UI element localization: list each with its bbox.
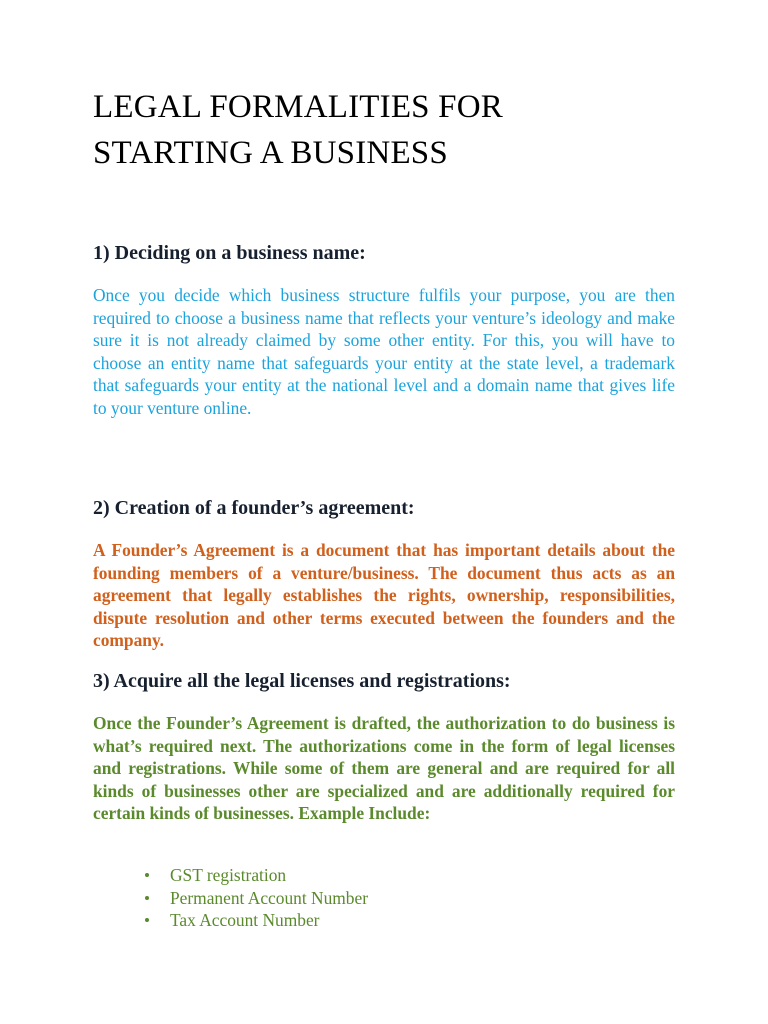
title-line-2: STARTING A BUSINESS xyxy=(93,135,448,171)
section-3-paragraph: Once the Founder’s Agreement is drafted, the authorization to do business is what’s required next. The authorizations come in the form of legal licenses and registrations. While some of them are general and are required for all kinds of businesses other are specialized and are additionally required for certain kinds of businesses. Example Include: xyxy=(93,713,675,823)
list-item xyxy=(145,909,368,932)
bullet-icon xyxy=(145,918,149,922)
list-item-text: Tax Account Number xyxy=(170,910,320,930)
license-list xyxy=(145,864,368,932)
bullet-icon xyxy=(145,896,149,900)
list-item xyxy=(145,887,368,910)
section-1-paragraph: Once you decide which business structure fulfils your purpose, you are then required to choose a business name that reflects your venture’s ideology and make sure it is not already claimed by some other entity. For this, you will have to choose an entity name that safeguards your entity at the state level, a trademark that safeguards your entity at the national level and a domain name that gives life to your venture online. xyxy=(93,285,675,418)
section-1-heading: 1) Deciding on a business name: xyxy=(93,242,366,264)
list-item-text: Permanent Account Number xyxy=(170,887,369,908)
section-2-heading: 2) Creation of a founder’s agreement: xyxy=(93,497,415,519)
section-2-paragraph: A Founder’s Agreement is a document that has important details about the founding members of a venture/business. The document thus acts as an agreement that legally establishes the rights, ownership, responsibilities, dispute resolution and other terms executed between the founders and the company. xyxy=(93,540,675,650)
document-title xyxy=(93,84,675,176)
list-item xyxy=(145,864,368,887)
bullet-icon xyxy=(145,873,149,877)
list-item-text: GST registration xyxy=(170,865,287,885)
section-3-heading: 3) Acquire all the legal licenses and registrations: xyxy=(93,670,511,692)
title-line-1: LEGAL FORMALITIES FOR xyxy=(93,89,503,125)
